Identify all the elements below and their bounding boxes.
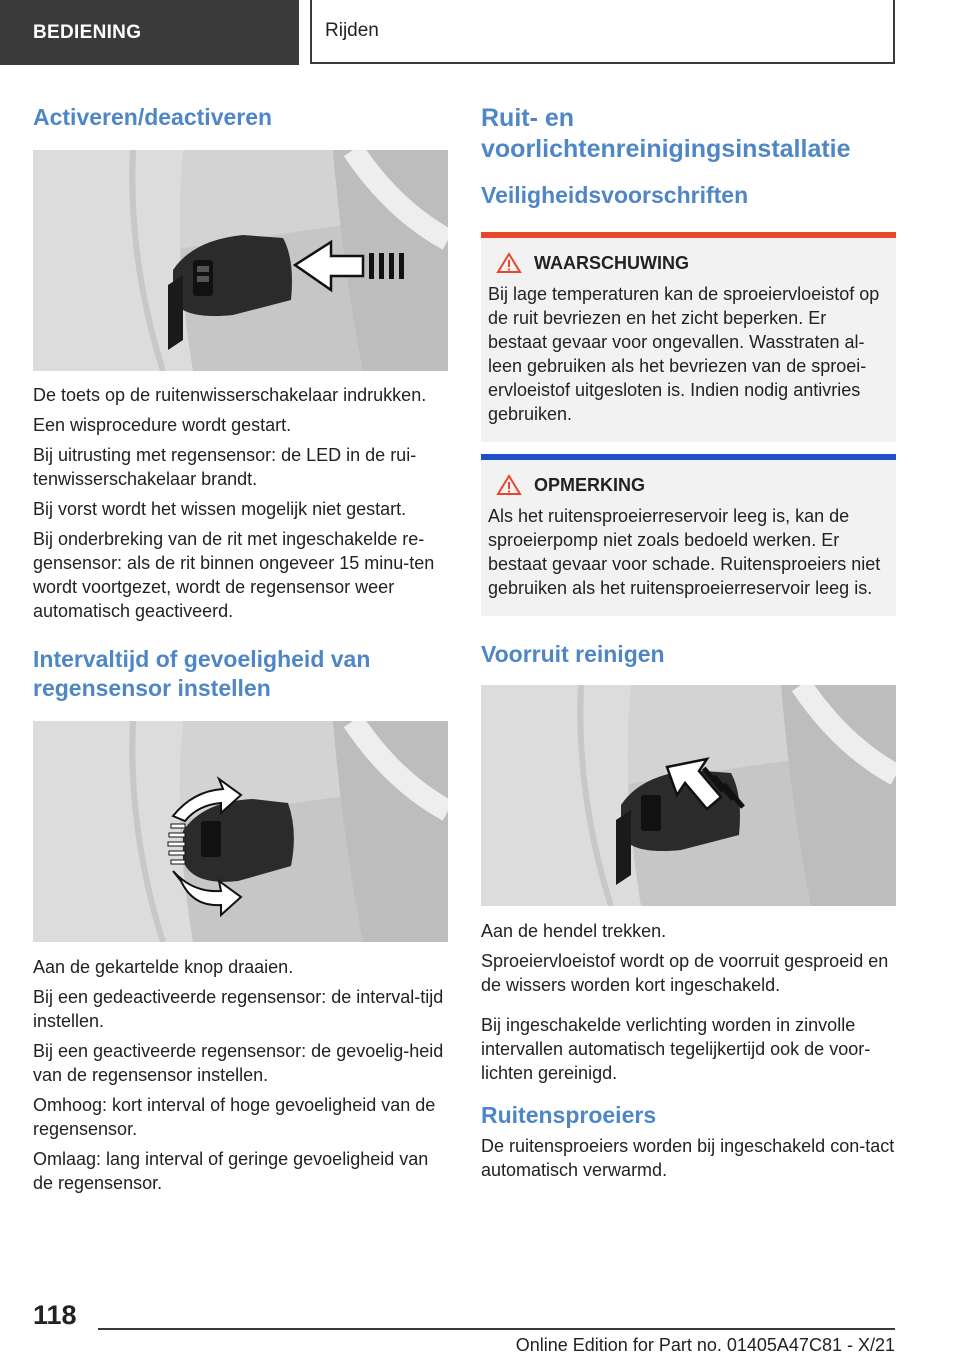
paragraph: Bij vorst wordt het wissen mogelijk niet gestart.: [33, 499, 407, 519]
figure-stalk-rotate: [33, 721, 448, 942]
note-title: OPMERKING: [534, 474, 646, 495]
right-column: [481, 100, 896, 1182]
note-text: Als het ruitensproeierreservoir leeg is, kan de sproeierpomp niet zoals bedoeld werken. Er bestaat gevaar voor schade. Ruitensproeiers niet gebruiken als het ruitensproeierreservoir leeg is.: [488, 506, 881, 598]
paragraph: Omhoog: kort interval of hoge gevoeligheid van de regensensor.: [33, 1095, 436, 1139]
paragraph: De toets op de ruitenwisserschakelaar indrukken.: [33, 385, 427, 405]
paragraph: Bij uitrusting met regensensor: de LED in de rui-tenwisserschakelaar brandt.: [33, 445, 417, 489]
heading-washer-system: Ruit- en voorlichtenreinigingsinstallatie: [481, 104, 851, 163]
page-number: 118: [33, 1300, 77, 1330]
paragraph: Bij een geactiveerde regensensor: de gevoelig-heid van de regensensor instellen.: [33, 1041, 444, 1085]
figure-stalk-push: [33, 150, 448, 371]
paragraph: Aan de hendel trekken.: [481, 921, 667, 941]
warning-title: WAARSCHUWING: [534, 252, 689, 273]
paragraph: Omlaag: lang interval of geringe gevoeligheid van de regensensor.: [33, 1149, 429, 1193]
heading-sprayers: Ruitensproeiers: [481, 1102, 657, 1128]
heading-safety: Veiligheidsvoorschriften: [481, 182, 749, 208]
paragraph: Bij ingeschakelde verlichting worden in zinvolle intervallen automatisch tegelijkertijd ook de voor-lichten gereinigd.: [481, 1015, 871, 1083]
warning-box: [481, 232, 896, 442]
heading-clean-windshield: Voorruit reinigen: [481, 641, 665, 667]
paragraph: Sproeiervloeistof wordt op de voorruit gesproeid en de wissers worden kort ingeschakeld.: [481, 951, 889, 995]
note-box: [481, 454, 896, 616]
left-column: [33, 100, 448, 1195]
warning-triangle-icon: [496, 252, 522, 274]
paragraph: Bij onderbreking van de rit met ingeschakelde re-gensensor: als de rit binnen ongeveer 15 minu-ten wordt voortgezet, wordt de regensensor weer automatisch geactiveerd.: [33, 529, 435, 621]
paragraph: Bij een gedeactiveerde regensensor: de interval-tijd instellen.: [33, 987, 444, 1031]
warning-text: Bij lage temperaturen kan de sproeiervloeistof op de ruit bevriezen en het zicht beperken. Er bestaat gevaar voor ongevallen. Wasstraten al-leen gebruiken als het bevriezen van de sproei-ervloeistof uitgesloten is. Indien nodig antivries gebruiken.: [488, 284, 880, 424]
footer-divider: [98, 1328, 895, 1330]
section-label: BEDIENING: [33, 21, 142, 43]
heading-activate: Activeren/deactiveren: [33, 104, 273, 130]
figure-stalk-pull: [481, 685, 896, 906]
footer-edition: Online Edition for Part no. 01405A47C81 - X/21: [515, 1335, 895, 1355]
paragraph: Een wisprocedure wordt gestart.: [33, 415, 292, 435]
section-tab: [0, 0, 299, 65]
paragraph: Aan de gekartelde knop draaien.: [33, 957, 294, 977]
paragraph: De ruitensproeiers worden bij ingeschakeld con-tact automatisch verwarmd.: [481, 1136, 895, 1180]
chapter-tab: [310, 0, 895, 64]
chapter-label: Rijden: [325, 20, 379, 41]
heading-interval: Intervaltijd of gevoeligheid van regensensor instellen: [33, 646, 371, 701]
warning-triangle-icon: [496, 474, 522, 496]
